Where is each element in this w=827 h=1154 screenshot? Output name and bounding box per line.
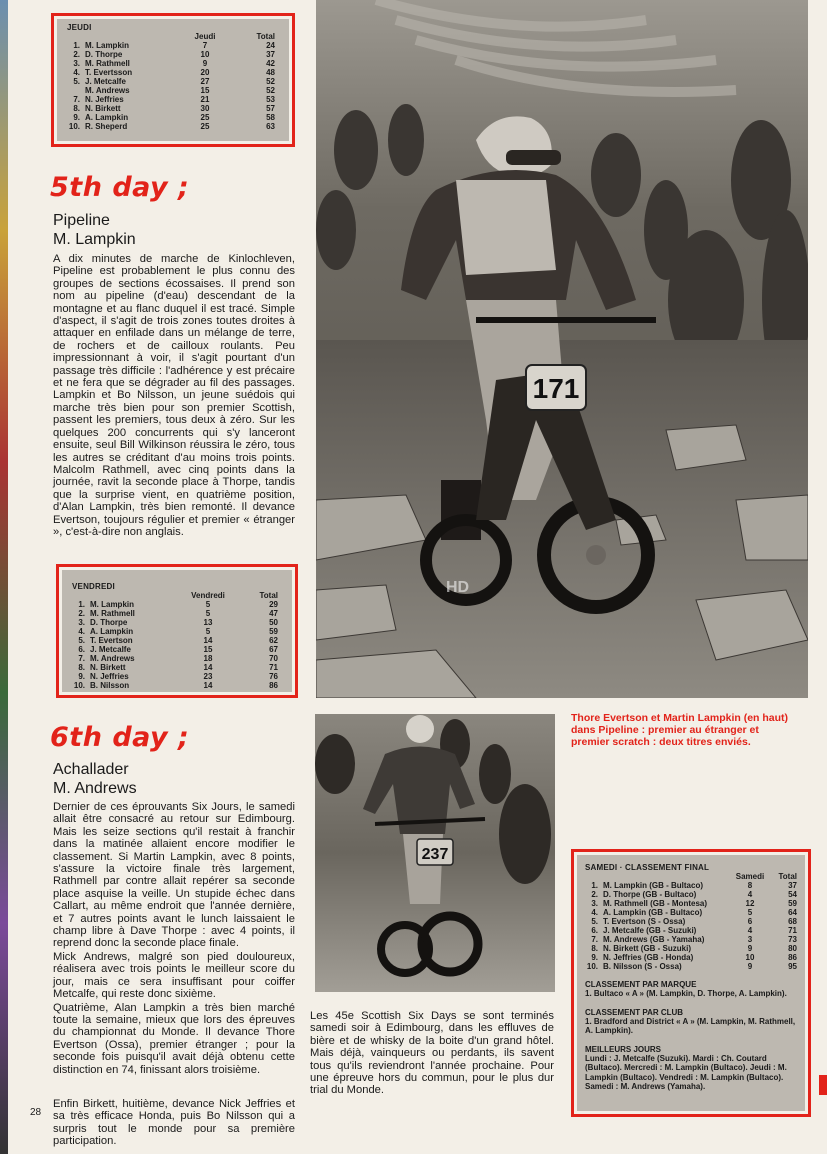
table-row [585, 899, 797, 908]
day-score-cell: 30 [200, 104, 210, 113]
table-row [585, 917, 797, 926]
table-row [72, 636, 278, 645]
total-score-cell: 63 [266, 122, 275, 131]
best-days-section [585, 1045, 797, 1092]
rank-cell: 6. [78, 645, 85, 654]
day-score-cell: 5 [747, 908, 753, 917]
day-score-cell: 14 [203, 681, 213, 690]
total-score-cell: 71 [269, 663, 278, 672]
name-cell: M. Lampkin (GB - Bultaco) [603, 881, 703, 890]
name-cell: A. Lampkin [90, 627, 134, 636]
rank-cell: 9. [78, 672, 85, 681]
day-score-cell: 5 [205, 609, 211, 618]
page-edge-marker [819, 1075, 827, 1095]
table-body [72, 600, 278, 690]
total-score-cell: 37 [788, 881, 797, 890]
total-score-cell: 57 [266, 104, 275, 113]
table-row [72, 609, 278, 618]
total-score-cell: 86 [269, 681, 278, 690]
name-cell: M. Rathmell [90, 609, 135, 618]
day-score-cell: 10 [200, 50, 210, 59]
table-row [72, 627, 278, 636]
name-cell: D. Thorpe [85, 50, 123, 59]
rank-cell: 1. [591, 881, 598, 890]
jeudi-results-table [51, 13, 295, 147]
rank-cell: 9. [591, 953, 598, 962]
table-row [72, 654, 278, 663]
club-section [585, 1008, 797, 1036]
day6-article-col2 [53, 1098, 295, 1149]
rank-cell: 7. [78, 654, 85, 663]
day6-article-col3 [310, 1010, 554, 1098]
rank-cell: 10. [73, 681, 85, 690]
table-row [585, 962, 797, 971]
day-score-cell: 13 [203, 618, 213, 627]
table-row [67, 50, 275, 59]
marque-section [585, 980, 797, 999]
day-score-cell: 8 [747, 881, 753, 890]
day-score-cell: 6 [747, 917, 753, 926]
name-cell: R. Sheperd [85, 122, 128, 131]
watermark-text: HD [446, 579, 470, 596]
total-score-cell: 24 [266, 41, 275, 50]
table-row [67, 41, 275, 50]
rank-cell [67, 86, 85, 95]
name-cell: M. Andrews [90, 654, 135, 663]
paragraph: Dernier de ces éprouvants Six Jours, le samedi allait être consacré au retour sur Edimbourg. Mais les seize sections qu'il restait à franchir dans la matinée allaient encore modifier le classement. Si Martin Lampkin, avec 8 points, s'assure la victoire finale très largement, Rathmell par contre allait repérer sa seconde place asquise la veille. Un stupide échec dans Callart, au même endroit que l'année dernière, et 7 autres points avant le lunch laissaient le champ libre à Dave Thorpe : avec 4 points, il reprend donc la seconde place finale. [53, 801, 295, 950]
name-cell: T. Evertson (S - Ossa) [603, 917, 686, 926]
table-body [585, 881, 797, 971]
table-body [67, 41, 275, 131]
total-score-cell: 59 [788, 899, 797, 908]
table-title: VENDREDI [72, 582, 115, 591]
table-row [72, 645, 278, 654]
day6-day-winner: M. Andrews [53, 780, 137, 797]
rank-cell: 2. [73, 50, 80, 59]
day5-title: 5th day ; [50, 172, 190, 203]
day5-section-name: Pipeline [53, 212, 110, 229]
total-score-cell: 52 [266, 86, 275, 95]
column-header: Total [778, 872, 797, 881]
day-score-cell: 14 [203, 663, 213, 672]
paragraph: Enfin Birkett, huitième, devance Nick Jeffries et sa très efficace Honda, puis Bo Nilsson qui a surpris tout le monde pour sa première participation. [53, 1098, 295, 1148]
total-score-cell: 58 [266, 113, 275, 122]
rank-cell: 8. [78, 663, 85, 672]
name-cell: N. Birkett [90, 663, 126, 672]
column-header: Jeudi [194, 32, 216, 41]
rank-cell: 4. [591, 908, 598, 917]
table-row [67, 77, 275, 86]
rank-cell: 10. [586, 962, 598, 971]
total-score-cell: 29 [269, 600, 278, 609]
rank-cell: 9. [73, 113, 80, 122]
table-row [72, 681, 278, 690]
table-header [72, 591, 278, 600]
total-score-cell: 53 [266, 95, 275, 104]
rank-cell: 8. [73, 104, 80, 113]
rank-cell: 2. [78, 609, 85, 618]
rank-cell: 7. [591, 935, 598, 944]
name-cell: M. Andrews [85, 86, 130, 95]
day-score-cell: 7 [202, 41, 208, 50]
total-score-cell: 54 [788, 890, 797, 899]
name-cell: J. Metcalfe [85, 77, 126, 86]
paragraph: A dix minutes de marche de Kinlochleven, Pipeline est probablement le plus connu des groupes de sections écossaises. Il prend son nom au pipeline (d'eau) descendant de la montagne et au flanc duquel il est tracé. Simple d'aspect, il s'agit de trois zones toutes droites à attaquer en enfilade dans un mélange de terre, de rochers et de cailloux roulants. Peu impressionnant à voir, il s'agit pourtant d'un passage très difficile : l'adhérence y est précaire et ne fera que se dégrader au fil des passages. Lampkin et Bo Nilsson, un jeune suédois qui marche très bien pour son premier Scottish, passent les premiers, tous deux à zéro. Sur les quelques 200 concurrents qui s'y lanceront ensuite, seul Bill Wilkinson réussira le zéro, tous les autres se créditant d'au moins trois points. Malcolm Rathmell, avec cinq points dans la journée, ravit la seconde place à Thorpe, tandis que la surprise vient, en quatrième position, d'Alan Lampkin, très bien remonté. Il devance Evertson, toujours régulier et premier « étranger », c'est-à-dire non anglais. [53, 253, 295, 538]
samedi-final-standings-box [571, 849, 811, 1117]
name-cell: D. Thorpe [90, 618, 128, 627]
total-score-cell: 76 [269, 672, 278, 681]
rank-cell: 5. [78, 636, 85, 645]
total-score-cell: 59 [269, 627, 278, 636]
table-row [72, 600, 278, 609]
name-cell: J. Metcalfe (GB - Suzuki) [603, 926, 697, 935]
name-cell: N. Jeffries (GB - Honda) [603, 953, 694, 962]
total-score-cell: 50 [269, 618, 278, 627]
total-score-cell: 37 [266, 50, 275, 59]
name-cell: M. Lampkin [85, 41, 130, 50]
total-score-cell: 86 [788, 953, 797, 962]
day-score-cell: 5 [205, 627, 211, 636]
day6-title: 6th day ; [50, 722, 190, 753]
total-score-cell: 64 [788, 908, 797, 917]
table-row [72, 672, 278, 681]
total-score-cell: 68 [788, 917, 797, 926]
total-score-cell: 80 [788, 944, 797, 953]
day-score-cell: 25 [200, 122, 210, 131]
total-score-cell: 95 [788, 962, 797, 971]
secondary-trial-photo [315, 714, 555, 992]
rank-cell: 7. [73, 95, 80, 104]
day5-day-winner: M. Lampkin [53, 231, 136, 248]
name-cell: M. Andrews (GB - Yamaha) [603, 935, 705, 944]
day-score-cell: 20 [200, 68, 210, 77]
rank-cell: 4. [78, 627, 85, 636]
table-row [67, 122, 275, 131]
day-score-cell: 23 [203, 672, 213, 681]
rank-cell: 6. [591, 926, 598, 935]
day-score-cell: 27 [200, 77, 210, 86]
rank-cell: 2. [591, 890, 598, 899]
column-header: Samedi [735, 872, 765, 881]
table-row [67, 68, 275, 77]
photo-caption: Thore Evertson et Martin Lampkin (en haut) dans Pipeline : premier au étranger et premier scratch : deux titres enviés. [571, 712, 789, 748]
name-cell: J. Metcalfe [90, 645, 131, 654]
name-cell: N. Birkett [85, 104, 121, 113]
table-row [72, 663, 278, 672]
column-header: Total [256, 32, 275, 41]
name-cell: B. Nilsson (S - Ossa) [603, 962, 682, 971]
name-cell: B. Nilsson [90, 681, 130, 690]
table-row [585, 890, 797, 899]
main-trial-photo [316, 0, 808, 698]
total-score-cell: 52 [266, 77, 275, 86]
table-header [67, 32, 275, 41]
total-score-cell: 67 [269, 645, 278, 654]
day-score-cell: 4 [747, 890, 753, 899]
plate-number: 171 [532, 373, 580, 404]
rank-cell: 5. [591, 917, 598, 926]
paragraph: Quatrième, Alan Lampkin a très bien marché toute la semaine, mieux que lors des épreuves du championnat du Monde. Il devance Thore Evertson (Ossa), premier étranger ; pour la seconde fois puisqu'il avait déjà obtenu cette distinction en 74, finissant alors troisième. [53, 1001, 295, 1076]
day6-section-name: Achallader [53, 761, 129, 778]
name-cell: M. Rathmell [85, 59, 130, 68]
table-row [585, 881, 797, 890]
name-cell: A. Lampkin [85, 113, 129, 122]
rider-andrews-image [315, 714, 555, 992]
day-score-cell: 21 [200, 95, 210, 104]
name-cell: N. Jeffries [85, 95, 124, 104]
name-cell: N. Jeffries [90, 672, 129, 681]
table-row [67, 104, 275, 113]
day-score-cell: 9 [747, 944, 753, 953]
table-row [585, 926, 797, 935]
day-score-cell: 4 [747, 926, 753, 935]
total-score-cell: 71 [788, 926, 797, 935]
day-score-cell: 3 [747, 935, 753, 944]
rank-cell: 1. [73, 41, 80, 50]
rank-cell: 4. [73, 68, 80, 77]
rank-cell: 3. [78, 618, 85, 627]
table-row [585, 935, 797, 944]
day-score-cell: 15 [203, 645, 213, 654]
table-row [67, 59, 275, 68]
table-row [585, 944, 797, 953]
rank-cell: 10. [68, 122, 80, 131]
day-score-cell: 12 [745, 899, 755, 908]
table-row [67, 113, 275, 122]
day-score-cell: 14 [203, 636, 213, 645]
day-score-cell: 9 [202, 59, 208, 68]
paragraph: Mick Andrews, malgré son pied douloureux, réalisera avec trois points le meilleur score du jour, mais ce sera insuffisant pour coiffer Metcalfe, qui reste donc sixième. [53, 950, 295, 1001]
day-score-cell: 15 [200, 86, 210, 95]
rank-cell: 5. [73, 77, 80, 86]
total-score-cell: 47 [269, 609, 278, 618]
total-score-cell: 73 [788, 935, 797, 944]
name-cell: N. Birkett (GB - Suzuki) [603, 944, 692, 953]
plate-number: 237 [421, 846, 449, 863]
page-number: 28 [30, 1107, 42, 1118]
name-cell: M. Lampkin [90, 600, 135, 609]
table-header [585, 872, 797, 881]
table-row [72, 618, 278, 627]
day-score-cell: 25 [200, 113, 210, 122]
day6-article-col1 [53, 801, 295, 1077]
name-cell: M. Rathmell (GB - Montesa) [603, 899, 708, 908]
day-score-cell: 5 [205, 600, 211, 609]
section-title: MEILLEURS JOURS [585, 1044, 662, 1054]
rank-cell: 1. [78, 600, 85, 609]
section-text: 1. Bradford and District « A » (M. Lampkin, M. Rathmell, A. Lampkin). [585, 1016, 796, 1035]
total-score-cell: 70 [269, 654, 278, 663]
total-score-cell: 42 [266, 59, 275, 68]
total-score-cell: 62 [269, 636, 278, 645]
name-cell: D. Thorpe (GB - Bultaco) [603, 890, 697, 899]
rank-cell: 3. [73, 59, 80, 68]
day5-article-text [53, 253, 295, 539]
name-cell: T. Evertsson [85, 68, 133, 77]
box-title: SAMEDI · CLASSEMENT FINAL [585, 863, 710, 872]
section-text: 1. Bultaco « A » (M. Lampkin, D. Thorpe, A. Lampkin). [585, 989, 787, 998]
section-title: CLASSEMENT PAR CLUB [585, 1007, 684, 1017]
column-header: Vendredi [191, 591, 225, 600]
rank-cell: 3. [591, 899, 598, 908]
table-row [67, 86, 275, 95]
trial-rider-image [316, 0, 808, 698]
total-score-cell: 48 [266, 68, 275, 77]
table-row [585, 953, 797, 962]
day-score-cell: 9 [747, 962, 753, 971]
day-score-cell: 10 [745, 953, 755, 962]
paragraph: Les 45e Scottish Six Days se sont terminés samedi soir à Edimbourg, dans les effluves de bière et de whisky de la boite d'un grand hôtel. Mais déjà, vainqueurs ou perdants, ils savent tous qu'ils reviendront l'année prochaine. Pour une épreuve hors du commun, pour le plus dur trial du Monde. [310, 1010, 554, 1097]
page-edge-strip [0, 0, 8, 1154]
table-title: JEUDI [67, 23, 92, 32]
name-cell: T. Evertson [90, 636, 133, 645]
section-text: Lundi : J. Metcalfe (Suzuki). Mardi : Ch. Coutard (Bultaco). Mercredi : M. Lampkin (Bultaco). Jeudi : M. Lampkin (Bultaco). Vendredi : M. Lampkin (Bultaco). Samedi : M. Andrews (Yamaha). [585, 1053, 787, 1091]
table-row [585, 908, 797, 917]
day-score-cell: 18 [203, 654, 213, 663]
vendredi-results-table [56, 564, 298, 698]
section-title: CLASSEMENT PAR MARQUE [585, 980, 697, 989]
column-header: Total [259, 591, 278, 600]
rank-cell: 8. [591, 944, 598, 953]
table-row [67, 95, 275, 104]
name-cell: A. Lampkin (GB - Bultaco) [603, 908, 703, 917]
